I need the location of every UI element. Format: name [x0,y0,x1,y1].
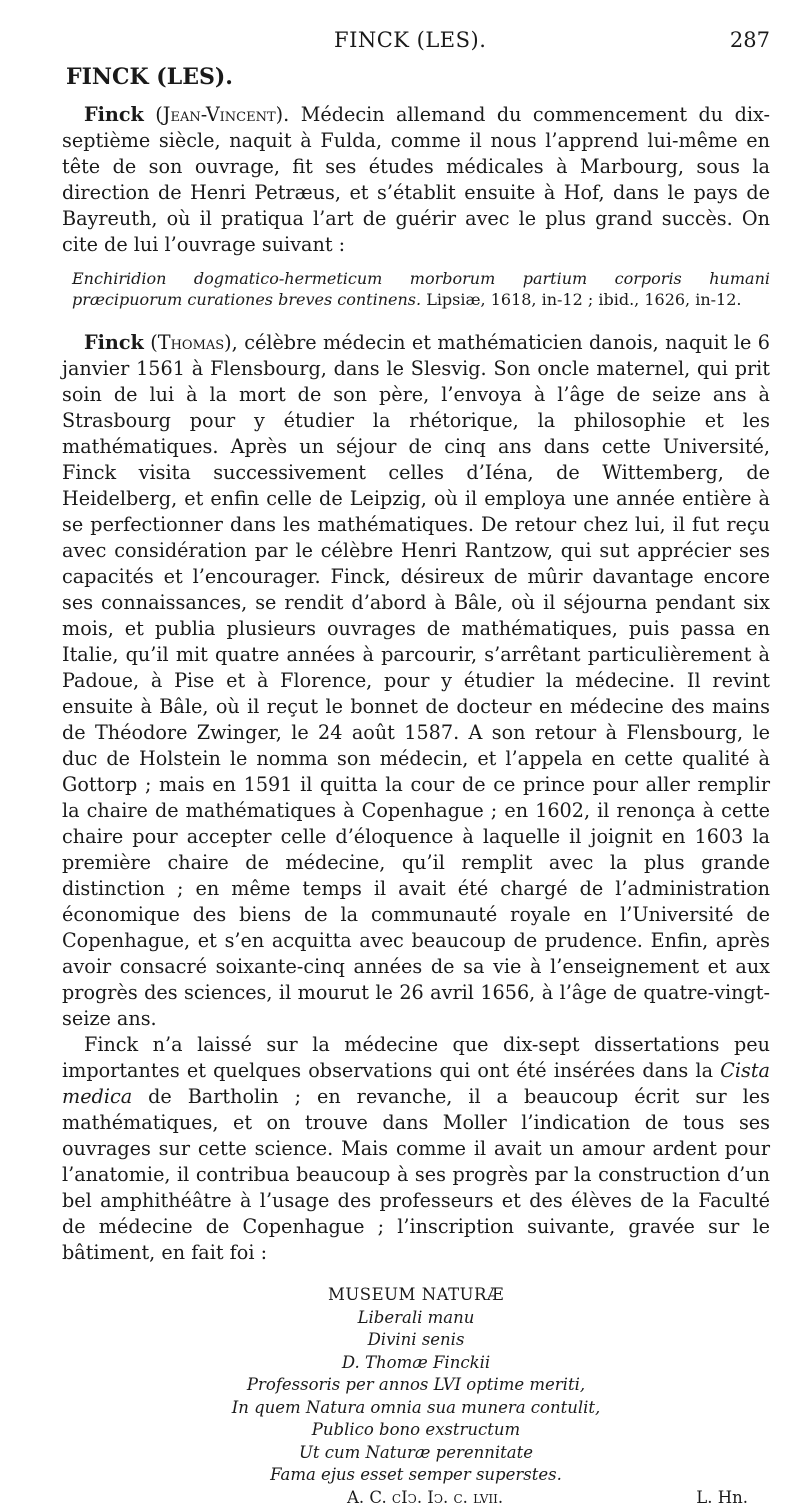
inscription-line: Divini senis [367,1330,465,1349]
inscription-line: Liberali manu [357,1307,475,1327]
inscription-date: A. C. cIↄ. Iↄ. c. lvii. [347,1487,504,1507]
paragraph-text: de Bartholin ; en revanche, il a beaucoup écrit sur les mathématiques, et on trouve dans Moller l’indication de tous ses ouvrages sur cette science. Mais comme il avait un amour ardent pour l’anatomie, il contribua beaucoup à ses progrès par la construction d’un bel amphithéâtre à l’usage des professeurs et des élèves de la Faculté de médecine de Copenhague ; l’inscription suivante, gravée sur le bâtiment, en fait foi : [62,1085,770,1264]
entry-subtitle: (Thomas), [150,331,238,354]
running-title: FINCK (LES). [334,28,487,52]
paragraph-text: Finck n’a laissé sur la médecine que dix-sept dissertations peu importantes et quelques observations qui ont été insérées dans la [62,1033,770,1082]
entry-jean-vincent [62,102,770,310]
inscription-line: Professoris per annos LVI optime meriti, [246,1375,586,1394]
page-number: 287 [729,28,770,52]
entry-name: Finck [84,331,144,354]
inscription-line: Publico bono exstructum [311,1420,521,1439]
inscription-block [62,1284,770,1511]
entry-thomas [62,330,770,1266]
entry-paragraph [62,102,770,258]
section-heading: FINCK (LES). [66,64,233,90]
inscription-footer [62,1487,770,1511]
running-head [62,28,770,58]
bibliography-details: Lipsiæ, 1618, in-12 ; ibid., 1626, in-12. [426,290,742,309]
italic-work-title: Cista medica [62,1059,770,1108]
inscription-line: MUSEUM NATURÆ [328,1285,504,1304]
inscription-line: In quem Natura omnia sua munera contulit, [231,1397,601,1417]
entry-subtitle: (Jean-Vincent). [155,103,290,126]
bibliography-reference [72,268,770,310]
entry-paragraph [62,330,770,1032]
entry-name: Finck [84,103,144,126]
inscription-line: Ut cum Naturæ perennitate [298,1442,534,1462]
inscription-line: Fama ejus esset semper superstes. [270,1465,562,1484]
bibliography-title: Enchiridion dogmatico-hermeticum morborum partium corporis humani præcipuorum curationes breves continens. [72,269,770,309]
entry-text: célèbre médecin et mathématicien danois, naquit le 6 janvier 1561 à Flensbourg, dans le Slesvig. Son oncle maternel, qui prit soin de lui à la mort de son père, l’envoya à l’âge de seize ans à Strasbourg pour y étudier la rhétorique, la philosophie et les mathématiques. Après un séjour de cinq ans dans cette Université, Finck visita successivement celles d’Iéna, de Wittemberg, de Heidelberg, et enfin celle de Leipzig, où il employa une année entière à se perfectionner dans les mathématiques. De retour chez lui, il fut reçu avec considération par le célèbre Henri Rantzow, qui sut apprécier ses capacités et l’encourager. Finck, désireux de mûrir davantage encore ses connaissances, se rendit d’abord à Bâle, où il séjourna pendant six mois, et publia plusieurs ouvrages de mathématiques, puis passa en Italie, qu’il mit quatre années à parcourir, s’arrêtant particulièrement à Padoue, à Pise et à Florence, pour y étudier la médecine. Il revint ensuite à Bâle, où il reçut le bonnet de docteur en médecine des mains de Théodore Zwinger, le 24 août 1587. A son retour à Flensbourg, le duc de Holstein le nomma son médecin, et l’appela en cette qualité à Gottorp ; mais en 1591 il quitta la cour de ce prince pour aller remplir la chaire de mathématiques à Copenhague ; en 1602, il renonça à cette chaire pour accepter celle d’éloquence à laquelle il joignit en 1603 la première chaire de médecine, qu’il remplit avec la plus grande distinction ; en même temps il avait été chargé de l’administration économique des biens de la communauté royale en l’Université de Copenhague, et s’en acquitta avec beaucoup de prudence. Enfin, après avoir consacré soixante-cinq années de sa vie à l’enseignement et aux progrès des sciences, il mourut le 26 avril 1656, à l’âge de quatre-vingt-seize ans. [62,331,771,1030]
entry-text: Médecin allemand du commencement du dix-septième siècle, naquit à Fulda, comme il nous l’apprend lui-même en tête de son ouvrage, fit ses études médicales à Marbourg, sous la direction de Henri Petræus, et s’établit ensuite à Hof, dans le pays de Bayreuth, où il pratiqua l’art de guérir avec le plus grand succès. On cite de lui l’ouvrage suivant : [62,103,770,256]
inscription-line: D. Thomæ Finckii [341,1352,491,1372]
entry-paragraph-2 [62,1032,770,1266]
author-signature: L. Hn. [696,1487,748,1507]
